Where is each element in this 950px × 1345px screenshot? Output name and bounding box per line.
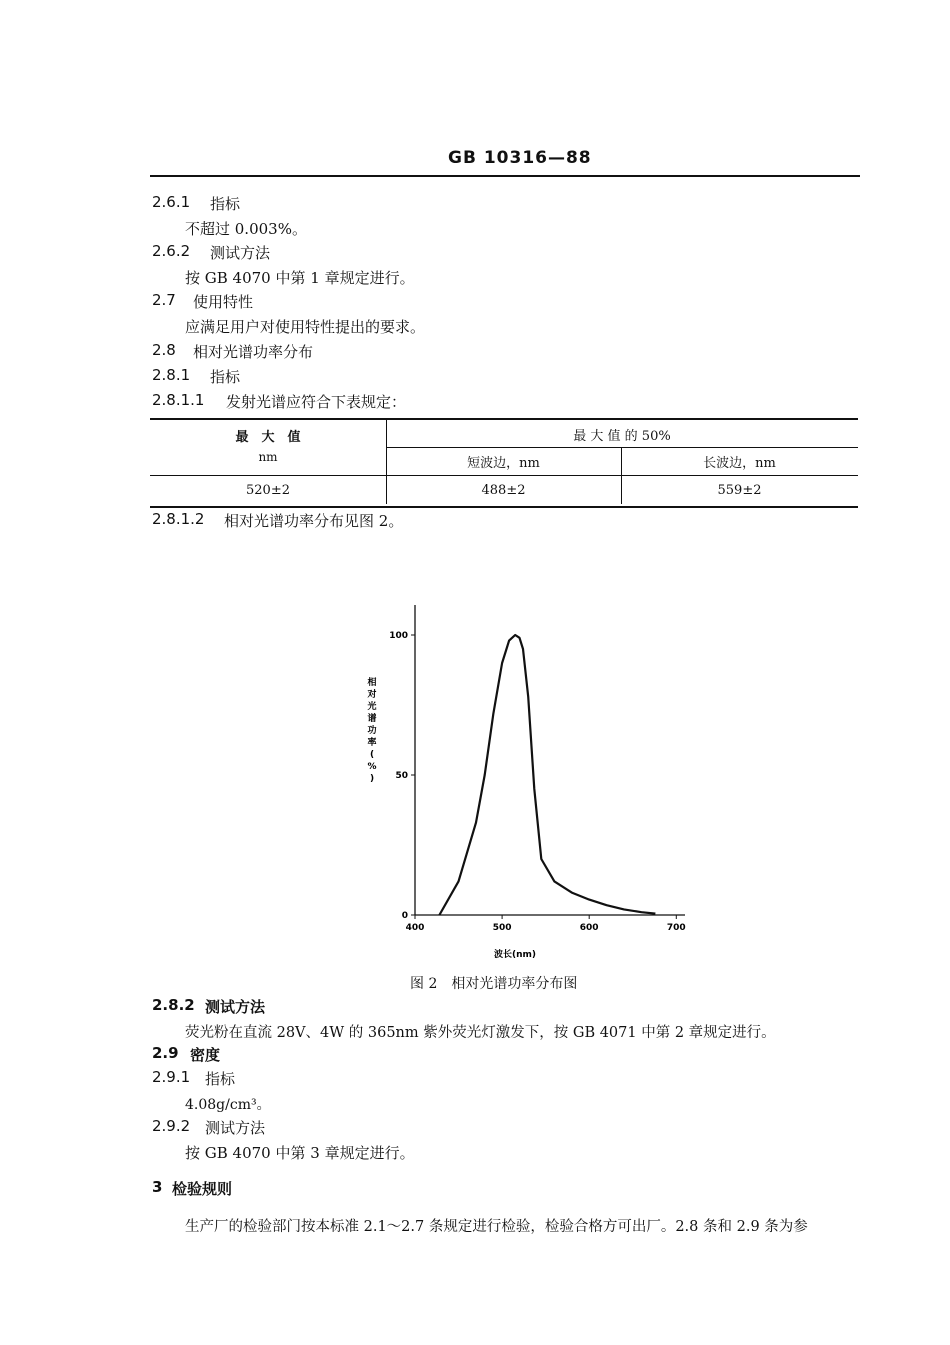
- x-tick-label: 600: [579, 923, 599, 933]
- section-2-8-2-body: 荧光粉在直流 28V、4W 的 365nm 紫外荧光灯激发下，按 GB 4071 中第 2 章规定进行。: [185, 1025, 776, 1041]
- figure-caption: 图 2 相对光谱功率分布图: [410, 976, 578, 992]
- section-2-6-1-title: 指标: [210, 195, 241, 213]
- table-header-max-unit: nm: [258, 450, 278, 464]
- section-2-8-1-1-title: 发射光谱应符合下表规定：: [226, 393, 407, 411]
- section-2-6-2-title: 测试方法: [210, 244, 271, 262]
- section-2-8-title: 相对光谱功率分布: [193, 343, 314, 361]
- section-2-8-1-title: 指标: [210, 368, 241, 386]
- section-3-title: 检验规则: [172, 1180, 233, 1198]
- section-2-6-2-body: 按 GB 4070 中第 1 章规定进行。: [185, 269, 415, 287]
- section-2-6-1-body: 不超过 0.003%。: [185, 220, 307, 238]
- section-2-9-2-number: 2.9.2: [152, 1117, 191, 1135]
- section-2-6-2-number: 2.6.2: [152, 242, 191, 260]
- x-tick-label: 700: [666, 923, 686, 933]
- section-2-7-body: 应满足用户对使用特性提出的要求。: [185, 318, 426, 336]
- section-2-9-1-number: 2.9.1: [152, 1068, 191, 1086]
- section-2-8-1-1-number: 2.8.1.1: [152, 391, 205, 409]
- y-tick-label: 100: [389, 631, 408, 641]
- section-2-8-1-2-number: 2.8.1.2: [152, 510, 205, 528]
- section-2-9-1-title: 指标: [205, 1070, 236, 1088]
- x-axis-label: 波长(nm): [493, 950, 537, 960]
- section-3-number: 3: [152, 1178, 163, 1196]
- section-2-8-number: 2.8: [152, 341, 176, 359]
- section-2-8-1-2-title: 相对光谱功率分布见图 2。: [224, 512, 404, 530]
- table-cell-short: 488±2: [481, 482, 526, 498]
- section-2-8-1-number: 2.8.1: [152, 366, 191, 384]
- table-cell-long: 559±2: [717, 482, 762, 498]
- chart-axes: [415, 605, 685, 915]
- header-rule: [150, 175, 860, 177]
- y-tick-label: 0: [401, 911, 408, 921]
- section-2-6-1-number: 2.6.1: [152, 193, 191, 211]
- y-axis-label: 相对光谱功率( % ): [367, 678, 377, 784]
- series-line: [439, 635, 655, 915]
- section-2-9-title: 密度: [190, 1046, 221, 1064]
- y-tick-label: 50: [395, 771, 408, 781]
- section-2-8-2-number: 2.8.2: [152, 996, 195, 1014]
- table-header-long-edge: 长波边，nm: [703, 456, 776, 471]
- spectral-power-chart: [350, 595, 710, 970]
- section-2-9-2-title: 测试方法: [205, 1119, 266, 1137]
- x-tick-label: 400: [405, 923, 425, 933]
- section-2-9-1-body: 4.08g/cm³。: [185, 1097, 271, 1113]
- section-2-9-number: 2.9: [152, 1044, 179, 1062]
- table-header-short-edge: 短波边，nm: [467, 456, 540, 471]
- section-2-7-title: 使用特性: [193, 293, 254, 311]
- spectrum-spec-table: [150, 418, 858, 508]
- section-3-body: 生产厂的检验部门按本标准 2.1～2.7 条规定进行检验，检验合格方可出厂。2.8 条和 2.9 条为参: [185, 1219, 808, 1235]
- table-cell-max: 520±2: [246, 482, 290, 498]
- table-header-max: 最 大 值: [235, 429, 301, 445]
- standard-code: GB 10316—88: [448, 148, 592, 168]
- x-tick-label: 500: [492, 923, 512, 933]
- section-2-7-number: 2.7: [152, 291, 176, 309]
- section-2-8-2-title: 测试方法: [205, 998, 266, 1016]
- table-header-half-max: 最 大 值 的 50%: [573, 429, 671, 444]
- section-2-9-2-body: 按 GB 4070 中第 3 章规定进行。: [185, 1144, 415, 1162]
